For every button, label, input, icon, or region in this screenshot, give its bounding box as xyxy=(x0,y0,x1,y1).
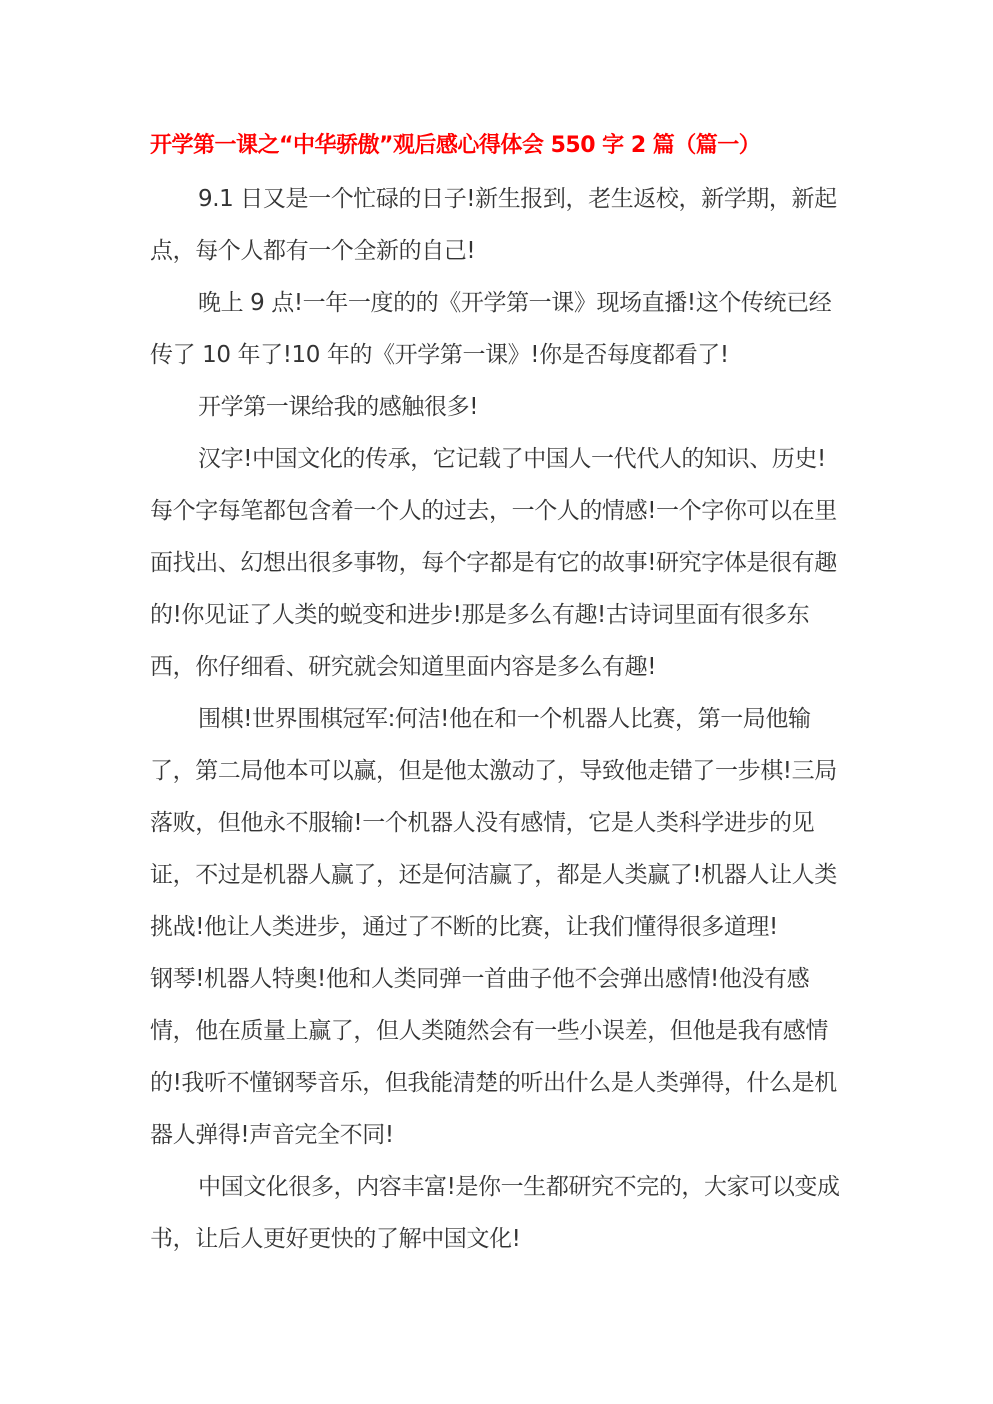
paragraph-chinese-characters: 汉字!中国文化的传承，它记载了中国人一代代人的知识、历史!每个字每笔都包含着一个人的过去，一个人的情感!一个字你可以在里面找出、幻想出很多事物，每个字都是有它的故事!研究字体是很有趣的!你见证了人类的蜕变和进步!那是多么有趣!古诗词里面有很多东西，你仔细看、研究就会知道里面内容是多么有趣! xyxy=(150,446,837,680)
paragraph-impression: 开学第一课给我的感触很多! xyxy=(198,394,479,420)
paragraph-broadcast: 晚上 9 点!一年一度的的《开学第一课》现场直播!这个传统已经传了 10 年了!10 年的《开学第一课》!你是否每度都看了! xyxy=(150,290,832,368)
paragraph-piano: 钢琴!机器人特奥!他和人类同弹一首曲子他不会弹出感情!他没有感情，他在质量上赢了，但人类随然会有一些小误差，但他是我有感情的!我听不懂钢琴音乐，但我能清楚的听出什么是人类弹得，什么是机器人弹得!声音完全不同! xyxy=(150,966,837,1148)
paragraph-go-game: 围棋!世界围棋冠军:何洁!他在和一个机器人比赛，第一局他输了，第二局他本可以赢，但是他太激动了，导致他走错了一步棋!三局落败，但他永不服输!一个机器人没有感情，它是人类科学进步的见证，不过是机器人赢了，还是何洁赢了，都是人类赢了!机器人让人类挑战!他让人类进步，通过了不断的比赛，让我们懂得很多道理! xyxy=(150,706,837,940)
paragraph-intro: 9.1 日又是一个忙碌的日子!新生报到，老生返校，新学期，新起点，每个人都有一个全新的自己! xyxy=(150,186,837,264)
paragraph-conclusion: 中国文化很多，内容丰富!是你一生都研究不完的，大家可以变成书，让后人更好更快的了解中国文化! xyxy=(150,1174,840,1252)
document-page xyxy=(150,128,840,1265)
document-title: 开学第一课之“中华骄傲”观后感心得体会 550 字 2 篇（篇一） xyxy=(150,133,761,158)
